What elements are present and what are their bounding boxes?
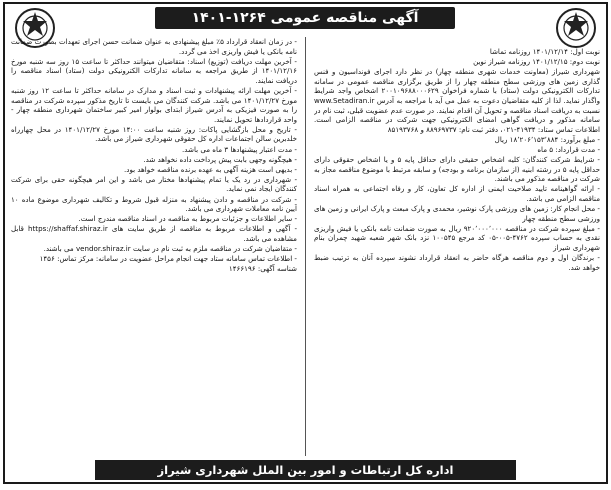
notice-paragraph: - مبلغ برآورد: ۱۸٬۲۰۶٬۱۵۳٬۸۸۴ ریال xyxy=(494,134,600,144)
column-divider xyxy=(305,37,306,456)
notice-paragraph: - محل انجام کار: زمین های ورزشی پارک نوشیر، محمدی و پارک مبعث و پارک ایرانی و زمین های ورزشی سطح منطقه چهار xyxy=(314,204,600,223)
notice-paragraph: - شهرداری در رد یک یا تمام پیشنهادها مختار می باشد و این امر هیچگونه حقی برای شرکت کنندگان ایجاد نمی نماید. xyxy=(11,174,297,194)
notice-paragraph: - در زمان انعقاد قرارداد ۵٪ مبلغ پیشنهادی به عنوان ضمانت حسن اجرای تعهدات بصورت ضمانت نامه بانکی یا فیش واریزی اخذ می گردد. xyxy=(11,37,297,56)
notice-paragraph: - آخرین مهلت ارائه پیشنهادات و ثبت اسناد و مدارک در سامانه حداکثر تا ساعت ۱۲ روز شنبه مورخ ۱۴۰۱/۱۲/۲۷ می باشد. شرکت کنندگان می بایست تا تاریخ مذکور سپرده شرکت در مناقصه را به صورت فیزیکی به آدرس شیراز ابتدای بولوار امیر کبیر ساختمان شهرداری منطقه چهار - واحد قراردادها تحویل نمایند. xyxy=(11,85,297,124)
notice-paragraph: - آگهی و اطلاعات مربوط به مناقصه از طریق سایت های https://shaffaf.shiraz.ir قابل مشاهده می باشد. xyxy=(11,224,297,243)
notice-paragraph: - سایر اطلاعات و جزئیات مربوط به مناقصه در اسناد مناقصه مندرج است. xyxy=(78,214,297,224)
notice-paragraph: - اطلاعات تماس سامانه ستاد جهت انجام مراحل عضویت در سامانه: مرکز تماس: ۱۴۵۶ xyxy=(39,254,297,264)
notice-paragraph: شهرداری شیراز (معاونت خدمات شهری منطقه چهار) در نظر دارد اجرای فونداسیون و فنس گذاری زمین های ورزشی سطح منطقه چهار را از طریق برگزاری مناقصه عمومی در سامانه تدارکات الکترونیکی دولت (ستاد) با شماره فراخوان ۲۰۰۱۰۹۶۸۸۰۰۰۶۲۹ اشخاص واجد شرایط واگذار نماید. لذا از کلیه متقاضیان دعوت به عمل می آید با مراجعه به آدرس www.Setadiran.ir نسبت به دریافت اسناد مناقصه و تحویل آن اقدام نمایند. در صورت عدم عضویت قبلی، ثبت نام در سامانه مذکور و دریافت گواهی امضای الکترونیکی جهت شرکت در مناقصه الزامی است. اطلاعات تماس ستاد: ۴۱۹۳۴-۰۲۱، دفتر ثبت نام: ۸۸۹۶۹۷۳۷ و ۸۵۱۹۳۷۶۸ xyxy=(314,67,600,134)
notice-paragraph: شناسه آگهی: ۱۴۶۶۱۹۶ xyxy=(228,264,297,274)
notice-paragraph: - هیچگونه وجهی بابت پیش پرداخت داده نخواهد شد. xyxy=(143,154,297,164)
issuer-footer: اداره کل ارتباطات و امور بین الملل شهرداری شیراز xyxy=(95,460,516,480)
notice-body xyxy=(11,37,600,456)
notice-paragraph: نوبت دوم: ۱۴۰۱/۱۲/۱۵ روزنامه شیراز نوین xyxy=(473,57,600,67)
notice-paragraph: - شرایط شرکت کنندگان: کلیه اشخاص حقیقی دارای حداقل پایه ۵ و یا اشخاص حقوقی دارای حداقل پایه ۵ در رشته ابنیه (از سازمان برنامه و بودجه) و سابقه مرتبط با موضوع مناقصه مجاز به شرکت در مناقصه مذکور می باشند. xyxy=(314,155,600,184)
notice-paragraph: - آخرین مهلت دریافت (توزیع) اسناد: متقاضیان میتوانند حداکثر تا ساعت ۱۵ روز سه شنبه مورخ ۱۴۰۱/۱۲/۱۶ از طریق مراجعه به سامانه تدارکات الکترونیکی دولت (ستاد) اسناد مناقصه را دریافت نمایند. xyxy=(11,56,297,85)
right-column xyxy=(314,37,600,456)
notice-paragraph: - تاریخ و محل بازگشایی پاکات: روز شنبه ساعت ۱۴:۰۰ مورخ ۱۴۰۱/۱۲/۲۷ در محل چهارراه خلدبرین سالن اجتماعات اداره کل حقوقی شهرداری شیراز می باشد. xyxy=(11,124,297,144)
notice-paragraph: - برندگان اول و دوم مناقصه هرگاه حاضر به انعقاد قرارداد نشوند سپرده آنان به ترتیب ضبط خواهد شد. xyxy=(314,252,600,272)
notice-paragraph: - شرکت در مناقصه و دادن پیشنهاد به منزله قبول شروط و تکالیف شهرداری موضوع ماده ۱۰ آیین نامه معاملات شهرداری می باشد. xyxy=(11,194,297,214)
left-column xyxy=(11,37,297,456)
notice-paragraph: - ارائه گواهینامه تایید صلاحیت ایمنی از اداره کل تعاون، کار و رفاه اجتماعی به همراه اسناد مناقصه الزامی می باشد. xyxy=(314,184,600,203)
tender-notice xyxy=(3,2,608,484)
notice-paragraph: - مدت اعتبار پیشنهادها ۳ ماه می باشد. xyxy=(182,144,297,154)
notice-title: آگهی مناقصه عمومی ۱۲۶۴-۱۴۰۱ xyxy=(155,7,455,29)
notice-paragraph: - بدیهی است هزینه آگهی به عهده برنده مناقصه خواهد بود. xyxy=(124,164,297,174)
notice-paragraph: - متقاضیان شرکت در مناقصه ملزم به ثبت نام در سایت vendor.shiraz.ir می باشند. xyxy=(43,243,297,253)
notice-paragraph: - مبلغ سپرده شرکت در مناقصه ۹۲۰٬۰۰۰٬۰۰۰ ریال به صورت ضمانت نامه بانکی یا فیش واریزی نقدی به حساب سپرده ۴۷۶۲-۰۰۵-۰۵ کد مرجع ۱۰۰۵۴۵ نزد بانک شهر شعبه شهید چمران بنام شهرداری شیراز xyxy=(314,223,600,252)
notice-paragraph: نوبت اول: ۱۴۰۱/۱۲/۱۴ روزنامه تماشا xyxy=(489,47,600,56)
notice-paragraph: - مدت قرارداد: ۵ ماه xyxy=(537,144,600,154)
